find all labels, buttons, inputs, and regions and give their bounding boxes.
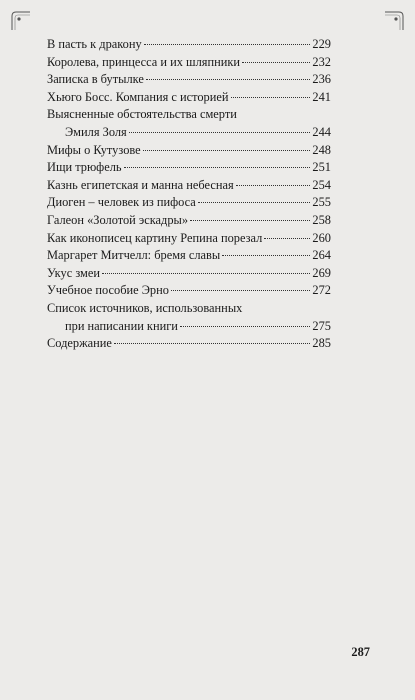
toc-entry-title: Учебное пособие Эрно — [47, 283, 169, 298]
toc-entry-title: Как иконописец картину Репина порезал — [47, 230, 263, 245]
toc-entry[interactable] — [47, 71, 331, 89]
toc-entry-title: Казнь египетская и манна небесная — [47, 177, 234, 192]
toc-entry[interactable] — [47, 212, 331, 230]
toc-entry-page: 248 — [312, 142, 331, 157]
toc-entry-title: Галеон «Золотой эскадры» — [47, 212, 189, 227]
toc-entry-page: 272 — [312, 283, 331, 298]
toc-entry-page: 232 — [312, 54, 331, 69]
toc-entry[interactable] — [47, 36, 331, 54]
toc-entry-title: Выясненные обстоятельства смерти — [47, 107, 237, 122]
toc-entry-title: Список источников, использованных — [47, 300, 243, 315]
dot-leader — [236, 185, 311, 186]
dot-leader — [222, 255, 310, 256]
toc-entry-title-continuation: при написании книги — [65, 318, 178, 333]
toc-entry-page: 244 — [312, 124, 331, 139]
toc-entry[interactable] — [47, 159, 331, 177]
dot-leader — [171, 290, 310, 291]
toc-entry[interactable] — [47, 142, 331, 160]
dot-leader — [144, 44, 311, 45]
toc-entry-page: 254 — [312, 177, 331, 192]
toc-entry-page: 275 — [312, 318, 331, 333]
toc-entry-title: Мифы о Кутузове — [47, 142, 141, 157]
toc-entry-title-continuation: Эмиля Золя — [65, 124, 127, 139]
toc-entry-title: Записка в бутылке — [47, 72, 144, 87]
toc-entry-page: 269 — [312, 265, 331, 280]
dot-leader — [146, 79, 311, 80]
toc-entry[interactable] — [47, 89, 331, 107]
toc-entry-page: 229 — [312, 37, 331, 51]
page-number: 287 — [351, 645, 370, 659]
toc-entry[interactable] — [47, 282, 331, 300]
dot-leader — [129, 132, 311, 133]
toc-entry[interactable] — [47, 194, 331, 212]
toc-entry-title: Укус змеи — [47, 265, 101, 280]
toc-entry-title: Королева, принцесса и их шляпники — [47, 54, 241, 69]
toc-entry[interactable] — [47, 265, 331, 283]
toc-entry[interactable] — [47, 106, 331, 141]
toc-entry[interactable] — [47, 177, 331, 195]
toc-entry-title: Содержание — [47, 336, 112, 351]
dot-leader — [190, 220, 310, 221]
corner-flourish-icon — [383, 10, 405, 32]
toc-entry-title: В пасть к дракону — [47, 37, 142, 51]
toc-entry[interactable] — [47, 335, 331, 353]
toc-entry-title: Ищи трюфель — [47, 160, 122, 175]
dot-leader — [102, 273, 310, 274]
toc-entry-page: 255 — [312, 195, 331, 210]
toc-entry-page: 236 — [312, 72, 331, 87]
toc-entry-page: 285 — [312, 336, 331, 351]
toc-entry-page: 264 — [312, 248, 331, 263]
dot-leader — [198, 202, 311, 203]
dot-leader — [242, 62, 310, 63]
dot-leader — [114, 343, 310, 344]
toc-entry-page: 251 — [312, 160, 331, 175]
toc-entry-title: Маргарет Митчелл: бремя славы — [47, 248, 221, 263]
toc-entry[interactable] — [47, 300, 331, 335]
toc-entry-page: 260 — [312, 230, 331, 245]
dot-leader — [231, 97, 311, 98]
toc-entry-page: 258 — [312, 212, 331, 227]
toc-entry[interactable] — [47, 230, 331, 248]
corner-flourish-icon — [10, 10, 32, 32]
dot-leader — [124, 167, 311, 168]
toc-entry-title: Диоген – человек из пифоса — [47, 195, 196, 210]
toc-entry-title: Хьюго Босс. Компания с историей — [47, 89, 229, 104]
dot-leader — [143, 150, 311, 151]
dot-leader — [264, 238, 310, 239]
toc-entry[interactable] — [47, 54, 331, 72]
dot-leader — [180, 326, 310, 327]
table-of-contents — [47, 36, 331, 353]
toc-entry-page: 241 — [312, 89, 331, 104]
toc-entry[interactable] — [47, 247, 331, 265]
